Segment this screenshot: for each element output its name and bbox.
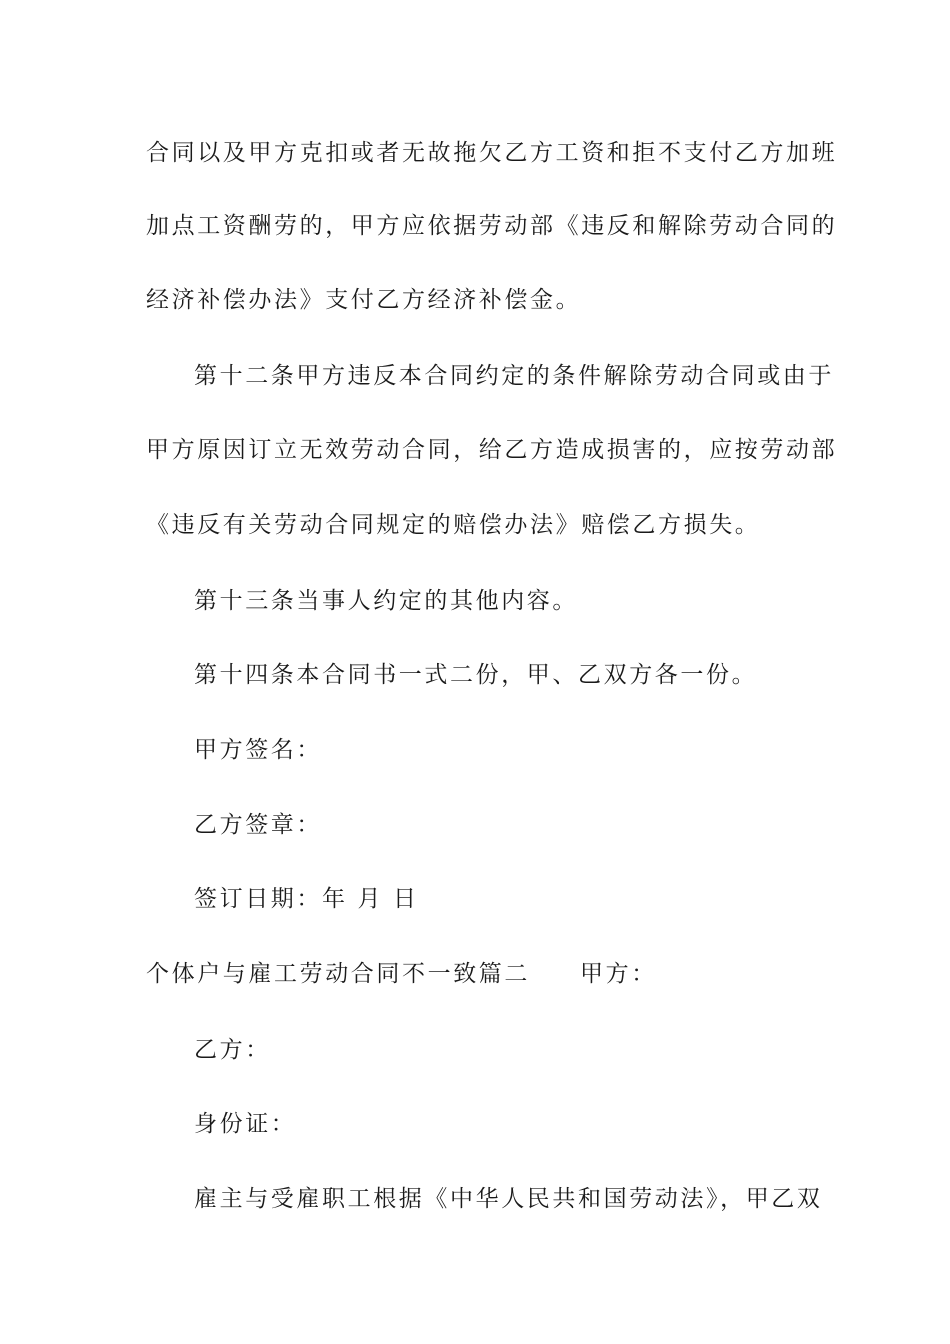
article-14-line: 第十四条本合同书一式二份，甲、乙双方各一份。 xyxy=(194,662,758,688)
paragraph-line: 雇主与受雇职工根据《中华人民共和国劳动法》，甲乙双 xyxy=(194,1186,823,1212)
party-a-signature-label: 甲方签名： xyxy=(194,737,322,763)
paragraph-line: 经济补偿办法》支付乙方经济补偿金。 xyxy=(146,287,582,313)
party-b-label: 乙方： xyxy=(194,1037,271,1063)
paragraph-line: 甲方原因订立无效劳动合同，给乙方造成损害的，应按劳动部 xyxy=(146,437,838,463)
signing-date-label: 签订日期：年 月 日 xyxy=(194,886,419,912)
party-a-label: 甲方： xyxy=(580,961,657,987)
section-title: 个体户与雇工劳动合同不一致篇二 xyxy=(146,961,530,987)
paragraph-line: 加点工资酬劳的，甲方应依据劳动部《违反和解除劳动合同的 xyxy=(146,213,838,239)
article-12-line: 第十二条甲方违反本合同约定的条件解除劳动合同或由于 xyxy=(194,363,834,389)
id-card-label: 身份证： xyxy=(194,1111,297,1137)
paragraph-line: 《违反有关劳动合同规定的赔偿办法》赔偿乙方损失。 xyxy=(146,512,761,538)
article-13-line: 第十三条当事人约定的其他内容。 xyxy=(194,588,578,614)
paragraph-line: 合同以及甲方克扣或者无故拖欠乙方工资和拒不支付乙方加班 xyxy=(146,140,838,166)
party-b-signature-label: 乙方签章： xyxy=(194,812,322,838)
section-heading-row xyxy=(146,959,826,989)
